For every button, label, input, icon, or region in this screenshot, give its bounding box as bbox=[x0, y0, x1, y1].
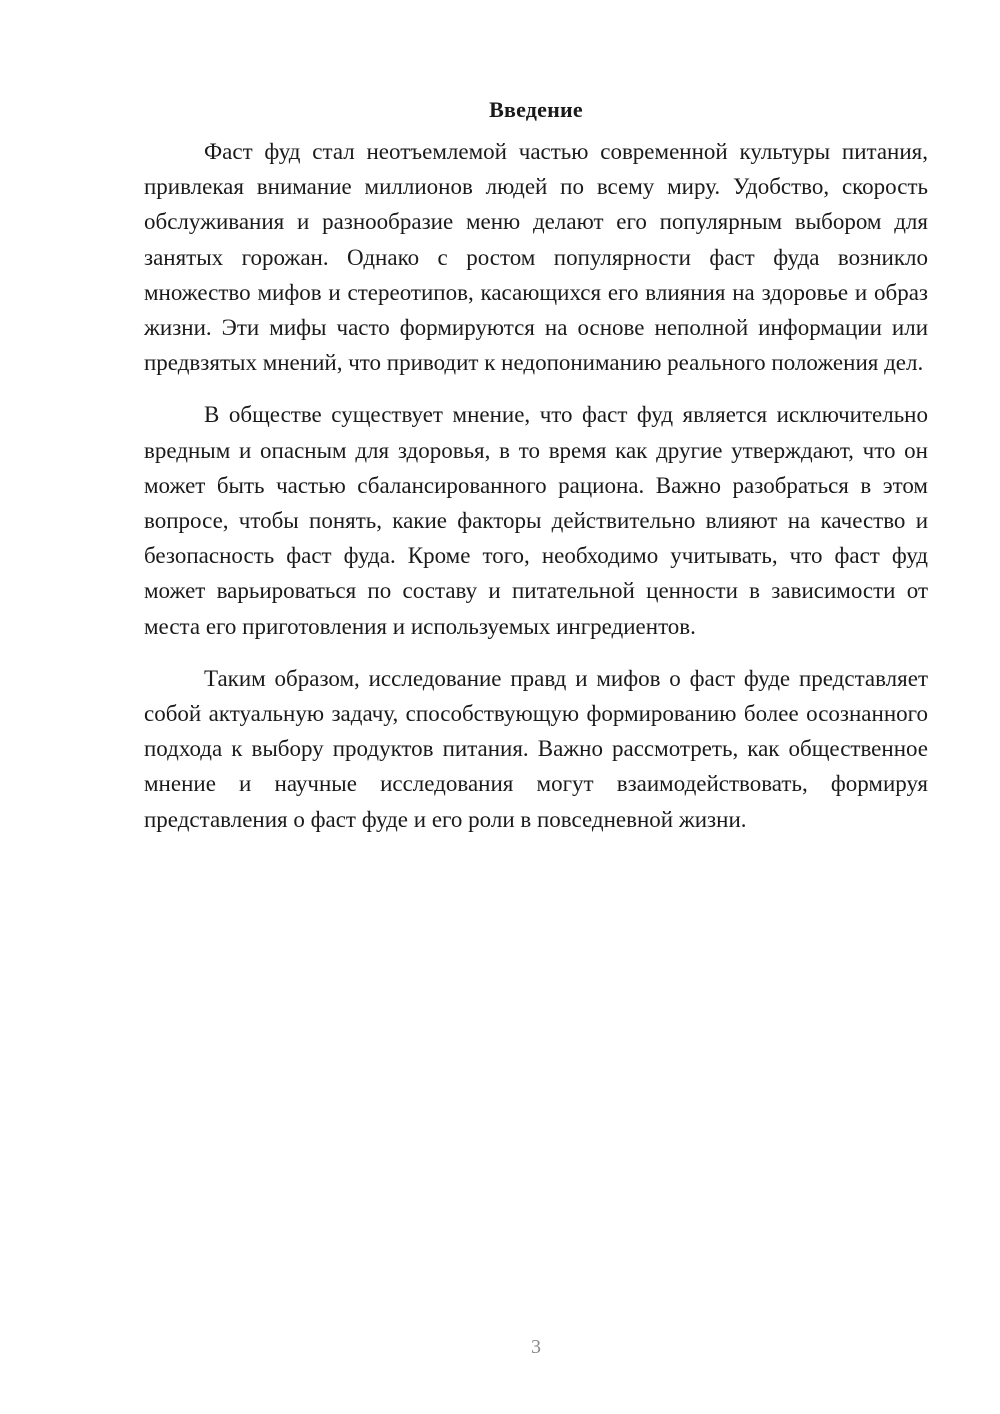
page-number: 3 bbox=[531, 1336, 541, 1358]
paragraph-1: Фаст фуд стал неотъемлемой частью современной культуры питания, привлекая внимание миллионов людей по всему миру. Удобство, скорость обслуживания и разнообразие меню делают его популярным выбором для занятых горожан. Однако с ростом популярности фаст фуда возникло множество мифов и стереотипов, касающихся его влияния на здоровье и образ жизни. Эти мифы часто формируются на основе неполной информации или предвзятых мнений, что приводит к недопониманию реального положения дел. bbox=[144, 139, 928, 376]
paragraph-2: В обществе существует мнение, что фаст фуд является исключительно вредным и опасным для здоровья, в то время как другие утверждают, что он может быть частью сбалансированного рациона. Важно разобраться в этом вопросе, чтобы понять, какие факторы действительно влияют на качество и безопасность фаст фуда. Кроме того, необходимо учитывать, что фаст фуд может варьироваться по составу и питательной ценности в зависимости от места его приготовления и используемых ингредиентов. bbox=[144, 402, 928, 639]
page-content bbox=[144, 94, 928, 854]
section-heading: Введение bbox=[489, 97, 583, 122]
paragraph-3: Таким образом, исследование правд и мифов о фаст фуде представляет собой актуальную задачу, способствующую формированию более осознанного подхода к выбору продуктов питания. Важно рассмотреть, как общественное мнение и научные исследования могут взаимодействовать, формируя представления о фаст фуде и его роли в повседневной жизни. bbox=[144, 665, 928, 832]
